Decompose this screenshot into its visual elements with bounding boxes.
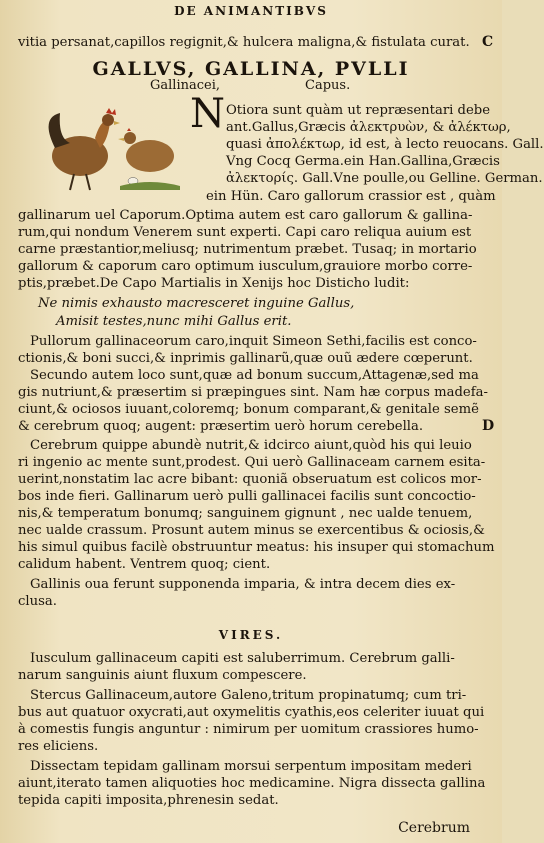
vires-line: narum sanguinis aiunt fluxum compescere. xyxy=(18,668,307,683)
body-line: ri ingenio ac mente sunt,prodest. Qui uerò Gallinaceam carnem esita- xyxy=(18,455,486,470)
body-line: Cerebrum quippe abundè nutrit,& idcirco aiunt,quòd his qui leuio xyxy=(30,438,472,453)
body-line: nec ualde crassum. Prosunt autem minus se exercentibus & ociosis,& xyxy=(18,523,485,538)
body-line: ptis,præbet.De Capo Martialis in Xenijs hoc Disticho ludit: xyxy=(18,276,410,291)
first-line: vitia persanat,capillos regignit,& hulcera maligna,& fistulata curat. xyxy=(18,35,470,50)
intro-line: ant.Gallus,Græcis ἀλεκτρυὼν, & ἀλέκτωρ, xyxy=(226,120,511,135)
vires-line: aiunt,iterato tamen aliquoties hoc medicamine. Nigra dissecta gallina xyxy=(18,776,486,791)
body-line: gallinarum uel Caporum.Optima autem est caro gallorum & gallina- xyxy=(18,208,473,223)
vires-line: res eliciens. xyxy=(18,739,99,754)
body-line: ciunt,& ociosos iuuant,coloremq; bonum comparant,& genitale semẽ xyxy=(18,402,479,417)
body-line: Pullorum gallinaceorum caro,inquit Simeon Sethi,facilis est conco- xyxy=(30,334,477,349)
intro-line: ἀλεκτορίς. Gall.Vne poulle,ou Gelline. German. xyxy=(226,171,543,186)
vires-line: Iusculum gallinaceum capiti est saluberrimum. Cerebrum galli- xyxy=(30,651,455,666)
body-line: uerint,nonstatim lac acre bibant: quoniã obseruatum est colicos mor- xyxy=(18,472,482,487)
body-line: his simul quibus facilè obstruuntur meatus: his insuper qui stomachum xyxy=(18,540,495,555)
verse-line: Ne nimis exhausto macresceret inguine Gallus, xyxy=(38,296,355,311)
intro-line: Otiora sunt quàm ut repræsentari debe xyxy=(226,103,491,118)
body-line: bos inde fieri. Gallinarum uerò pulli gallinacei facilis sunt concoctio- xyxy=(18,489,476,504)
body-line: carne præstantior,meliusq; nutrimentum præbet. Tusaq; in mortario xyxy=(18,242,477,257)
vires-line: à comestis fungis anguntur : nimirum per uomitum crassiores humo- xyxy=(18,722,479,737)
body-line: gallorum & caporum caro optimum iusculum,grauiore morbo corre- xyxy=(18,259,473,274)
body-line: calidum habent. Ventrem quoq; cient. xyxy=(18,557,271,572)
margin-letter-c: C xyxy=(482,34,494,50)
page-title: GALLVS, GALLINA, PVLLI xyxy=(92,58,410,80)
rooster-hen-illustration xyxy=(30,98,190,194)
body-line: rum,qui nondum Venerem sunt experti. Capi caro reliqua auium est xyxy=(18,225,472,240)
body-line: Secundo autem loco sunt,quæ ad bonum succum,Attagenæ,sed ma xyxy=(30,368,479,383)
running-head: DE ANIMANTIBVS xyxy=(174,4,328,18)
body-line: nis,& temperatum bonumq; sanguinem gignunt , nec ualde tenuem, xyxy=(18,506,473,521)
drop-cap: N xyxy=(190,91,225,137)
intro-line: quasi ἀπολέκτωρ, id est, à lecto reuocans. Gall. xyxy=(226,137,544,152)
intro-line: ein Hün. Caro gallorum crassior est , quàm xyxy=(206,189,496,204)
subtitle-right: Capus. xyxy=(305,78,351,93)
vires-line: tepida capiti imposita,phrenesin sedat. xyxy=(18,793,279,808)
intro-line: Vng Cocq Germa.ein Han.Gallina,Græcis xyxy=(226,154,500,169)
body-line: clusa. xyxy=(18,594,57,609)
verse-line: Amisit testes,nunc mihi Gallus erit. xyxy=(56,314,292,329)
body-line: ctionis,& boni succi,& inprimis gallinarũ,quæ ouũ ædere cœperunt. xyxy=(18,351,473,366)
catchword: Cerebrum xyxy=(398,820,470,836)
vires-line: Dissectam tepidam gallinam morsui serpentum impositam mederi xyxy=(30,759,472,774)
body-line: gis nutriunt,& præsertim si præpingues sint. Nam hæ corpus madefa- xyxy=(18,385,488,400)
margin-letter-d: D xyxy=(482,418,495,434)
body-line: & cerebrum quoq; augent: præsertim uerò horum cerebella. xyxy=(18,419,424,434)
vires-line: Stercus Gallinaceum,autore Galeno,tritum propinatumq; cum tri- xyxy=(30,688,467,703)
subtitle-left: Gallinacei, xyxy=(150,78,220,93)
body-line: Gallinis oua ferunt supponenda imparia, & intra decem dies ex- xyxy=(30,577,456,592)
section-heading-vires: VIRES. xyxy=(218,628,284,642)
vires-line: bus aut quatuor oxycrati,aut oxymelitis cyathis,eos celeriter iuuat qui xyxy=(18,705,485,720)
